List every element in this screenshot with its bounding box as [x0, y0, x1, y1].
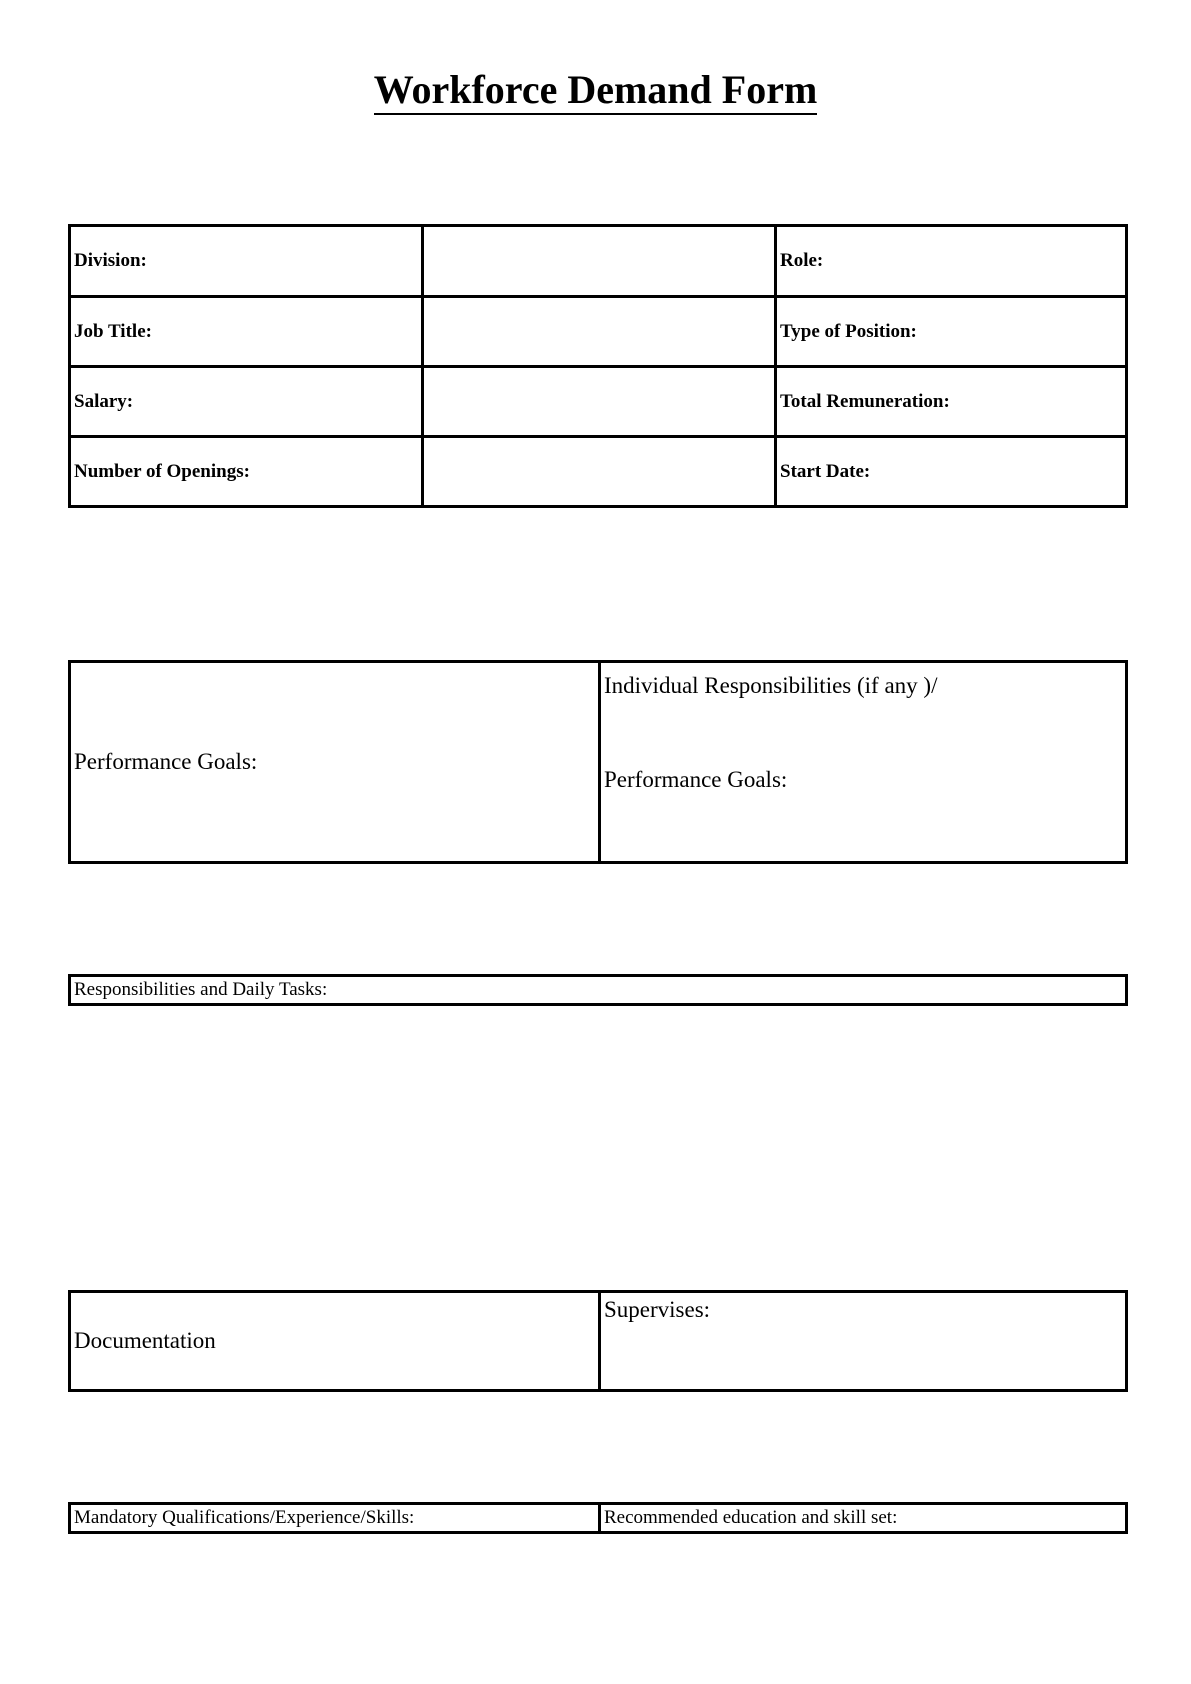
performance-goals-right-label: Performance Goals:: [604, 767, 788, 792]
individual-responsibilities-label: Individual Responsibilities (if any )/: [604, 673, 938, 698]
responsibilities-daily-tasks-label: Responsibilities and Daily Tasks:: [74, 979, 328, 1000]
division-label: Division:: [74, 250, 147, 271]
number-of-openings-field[interactable]: [424, 438, 774, 505]
start-date-label: Start Date:: [780, 460, 871, 482]
form-title: [0, 66, 1191, 114]
number-of-openings-label: Number of Openings:: [74, 460, 250, 482]
job-title-field[interactable]: [424, 298, 774, 365]
total-remuneration-label: Total Remuneration:: [780, 390, 950, 412]
division-field[interactable]: [424, 227, 774, 295]
documentation-box: [68, 1290, 1128, 1392]
recommended-education-label: Recommended education and skill set:: [604, 1507, 898, 1528]
supervises-label: Supervises:: [604, 1297, 711, 1322]
type-of-position-label: Type of Position:: [780, 320, 917, 342]
job-title-label: Job Title:: [74, 320, 152, 342]
form-title-text: Workforce Demand Form: [374, 67, 818, 115]
info-table: [68, 224, 1128, 508]
qualifications-bar: [68, 1502, 1128, 1534]
performance-goals-label: Performance Goals:: [74, 749, 258, 774]
salary-field[interactable]: [424, 368, 774, 435]
column-divider: [598, 1293, 601, 1389]
mandatory-qualifications-label: Mandatory Qualifications/Experience/Skills:: [74, 1507, 415, 1528]
column-divider: [598, 663, 601, 861]
salary-label: Salary:: [74, 390, 134, 412]
documentation-label: Documentation: [74, 1328, 216, 1353]
role-label: Role:: [780, 250, 824, 271]
performance-goals-box: [68, 660, 1128, 864]
responsibilities-daily-tasks-bar: [68, 974, 1128, 1006]
